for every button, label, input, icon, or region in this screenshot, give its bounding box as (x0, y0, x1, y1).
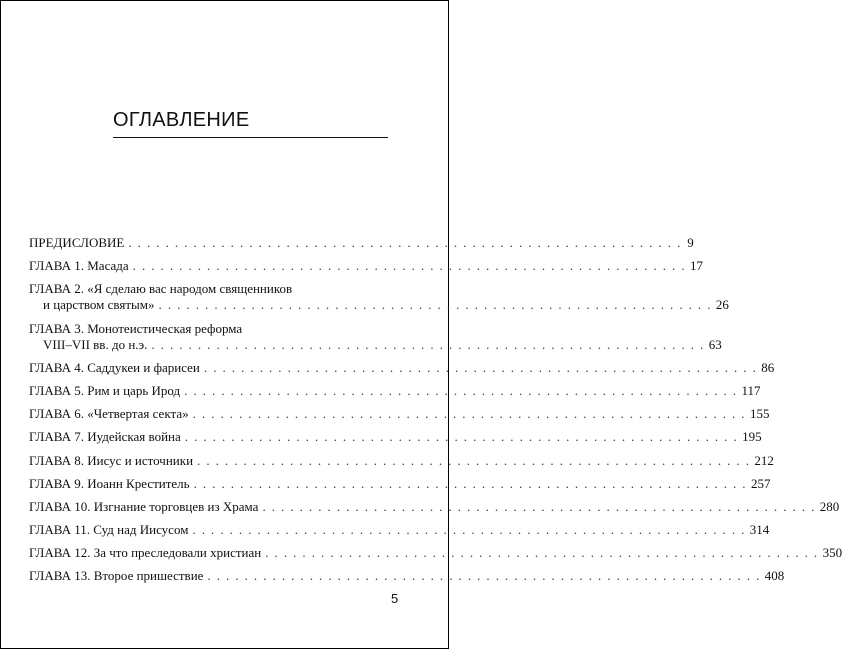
toc-entry-title: ГЛАВА 9. Иоанн Креститель (29, 475, 190, 491)
toc-entry-title: ГЛАВА 2. «Я сделаю вас народом священников (29, 281, 293, 297)
dot-leader: . . . . . . . . . . . . . . . . . . . . . . . . . . . . . . . . . . . . . . . . . . . . . . . . . . . . . . . . . . . . (184, 429, 739, 445)
toc-entry-title-continued: и царством святым» (43, 297, 155, 313)
toc-entry[interactable] (29, 320, 722, 353)
contents-heading: ОГЛАВЛЕНИЕ (113, 109, 250, 131)
toc-entry[interactable] (29, 382, 761, 399)
toc-entry-title: ГЛАВА 4. Саддукеи и фарисеи (29, 359, 200, 375)
toc-entry-title: ГЛАВА 1. Масада (29, 258, 129, 274)
dot-leader: . . . . . . . . . . . . . . . . . . . . . . . . . . . . . . . . . . . . . . . . . . . . . . . . . . . . . . . . . . . . (184, 382, 738, 398)
toc-entry-title: ГЛАВА 7. Иудейская война (29, 429, 181, 445)
toc-entry[interactable] (29, 522, 770, 538)
toc-entry-title: ГЛАВА 5. Рим и царь Ирод (29, 382, 181, 398)
toc-entry[interactable] (29, 235, 694, 251)
dot-leader: . . . . . . . . . . . . . . . . . . . . . . . . . . . . . . . . . . . . . . . . . . . . . . . . . . . . . . . . . . . . (158, 297, 712, 313)
toc-entry-page: 408 (764, 568, 785, 584)
toc-entry-page: 155 (749, 406, 770, 422)
toc-entry[interactable] (29, 452, 774, 469)
toc-entry-title: ГЛАВА 6. «Четвертая секта» (29, 406, 189, 422)
toc-entry-title: ПРЕДИСЛОВИЕ (29, 235, 125, 250)
dot-leader: . . . . . . . . . . . . . . . . . . . . . . . . . . . . . . . . . . . . . . . . . . . . . . . . . . . . . . . . . . . . (207, 568, 761, 584)
toc-entry-page: 350 (822, 545, 842, 561)
toc-entry-title-continued: VIII–VII вв. до н.э. (43, 336, 148, 352)
dot-leader: . . . . . . . . . . . . . . . . . . . . . . . . . . . . . . . . . . . . . . . . . . . . . . . . . . . . . . . . . . . . (265, 545, 819, 561)
toc-entry-page: 86 (761, 359, 775, 375)
toc-entry[interactable] (29, 258, 704, 274)
dot-leader: . . . . . . . . . . . . . . . . . . . . . . . . . . . . . . . . . . . . . . . . . . . . . . . . . . . . . . . . . . . . (197, 452, 751, 468)
toc-entry[interactable] (29, 281, 729, 313)
dot-leader: . . . . . . . . . . . . . . . . . . . . . . . . . . . . . . . . . . . . . . . . . . . . . . . . . . . . . . . . . . . . (203, 359, 758, 375)
toc-entry-title: ГЛАВА 3. Монотеистическая реформа (29, 320, 243, 336)
table-of-contents (29, 235, 842, 592)
dot-leader: . . . . . . . . . . . . . . . . . . . . . . . . . . . . . . . . . . . . . . . . . . . . . . . . . . . . . . . . . . . . (262, 498, 816, 514)
toc-entry-page: 17 (690, 258, 704, 274)
toc-entry-page: 9 (687, 235, 694, 250)
toc-entry[interactable] (29, 498, 840, 515)
toc-entry-page: 280 (819, 498, 840, 514)
dot-leader: . . . . . . . . . . . . . . . . . . . . . . . . . . . . . . . . . . . . . . . . . . . . . . . . . . . . . . . . . . . . (128, 235, 682, 250)
dot-leader: . . . . . . . . . . . . . . . . . . . . . . . . . . . . . . . . . . . . . . . . . . . . . . . . . . . . . . . . . . . . (192, 406, 746, 422)
toc-entry[interactable] (29, 475, 771, 492)
toc-entry-page: 314 (749, 522, 770, 538)
toc-entry-page: 212 (754, 452, 774, 468)
toc-entry-page: 257 (750, 475, 771, 491)
toc-entry-page: 117 (741, 382, 761, 398)
toc-entry-title: ГЛАВА 10. Изгнание торговцев из Храма (29, 498, 259, 514)
toc-entry[interactable] (29, 545, 842, 561)
toc-entry-title: ГЛАВА 11. Суд над Иисусом (29, 522, 189, 538)
toc-entry[interactable] (29, 568, 785, 584)
toc-entry-title: ГЛАВА 13. Второе пришествие (29, 568, 204, 584)
toc-entry-page: 26 (715, 297, 729, 313)
dot-leader: . . . . . . . . . . . . . . . . . . . . . . . . . . . . . . . . . . . . . . . . . . . . . . . . . . . . . . . . . . . . (193, 475, 747, 491)
dot-leader: . . . . . . . . . . . . . . . . . . . . . . . . . . . . . . . . . . . . . . . . . . . . . . . . . . . . . . . . . . . . (132, 258, 687, 274)
heading-rule (113, 137, 388, 138)
dot-leader: . . . . . . . . . . . . . . . . . . . . . . . . . . . . . . . . . . . . . . . . . . . . . . . . . . . . . . . . . . . . (151, 336, 705, 352)
toc-entry-title: ГЛАВА 12. За что преследовали христиан (29, 545, 262, 561)
toc-entry[interactable] (29, 359, 775, 376)
toc-entry-page: 195 (742, 429, 762, 445)
toc-entry[interactable] (29, 406, 770, 422)
toc-entry-title: ГЛАВА 8. Иисус и источники (29, 452, 194, 468)
toc-entry-page: 63 (708, 336, 722, 352)
page-number: 5 (391, 591, 399, 606)
dot-leader: . . . . . . . . . . . . . . . . . . . . . . . . . . . . . . . . . . . . . . . . . . . . . . . . . . . . . . . . . . . . (192, 522, 746, 538)
toc-entry[interactable] (29, 429, 762, 445)
